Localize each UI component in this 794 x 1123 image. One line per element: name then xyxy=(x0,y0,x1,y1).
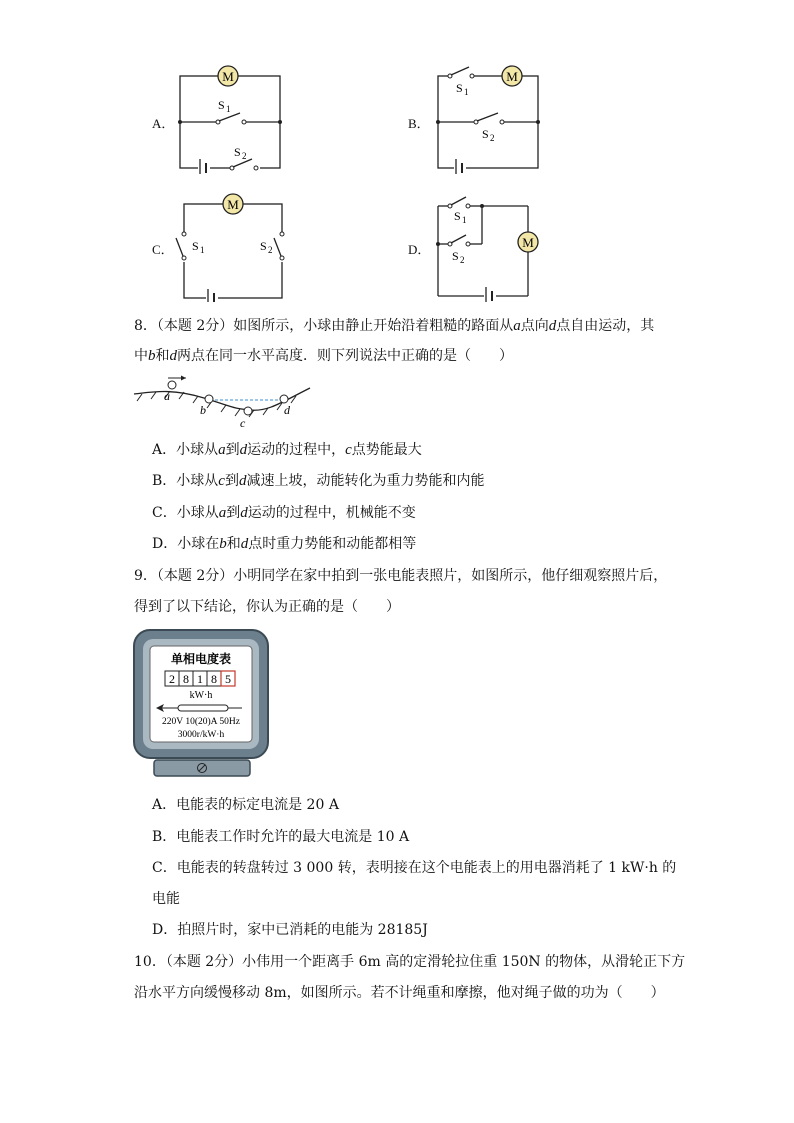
meter-digit: 2 xyxy=(169,672,175,686)
motor-label: M xyxy=(222,69,234,84)
point-a-label: a xyxy=(164,389,170,403)
switch-s2-sub: 2 xyxy=(242,151,247,161)
point-b-label: b xyxy=(200,403,206,417)
q9-option-d[interactable]: D．拍照片时，家中已消耗的电能为 28185J xyxy=(152,922,428,938)
option-d-label: D． xyxy=(408,242,431,257)
switch-s1-icon xyxy=(451,197,466,205)
switch-terminal-icon xyxy=(242,120,246,124)
q9-option-c-line1[interactable]: C．电能表的转盘转过 3 000 转，表明接在这个电能表上的用电器消耗了 1 kW·h 的 xyxy=(152,860,677,876)
q9-stem-line2: 得到了以下结论，你认为正确的是（ ） xyxy=(134,599,400,615)
meter-unit: kW·h xyxy=(189,690,213,701)
switch-s1-label: S xyxy=(192,239,199,253)
switch-s2-sub: 2 xyxy=(490,133,495,143)
point-c-label: c xyxy=(240,416,246,430)
q8-option-c[interactable]: C．小球从a到d运动的过程中，机械能不变 xyxy=(152,505,416,521)
ball-a-icon xyxy=(168,381,176,389)
motor-label: M xyxy=(227,197,239,212)
switch-s2-icon xyxy=(451,235,466,243)
meter-digit: 8 xyxy=(211,672,217,686)
q10-stem-line1: 10．（本题 2分）小伟用一个距离手 6m 高的定滑轮拉住重 150N 的物体，从滑轮正下方 xyxy=(134,954,686,970)
switch-s2-sub: 2 xyxy=(460,255,465,265)
q8-option-b[interactable]: B．小球从c到d减速上坡，动能转化为重力势能和内能 xyxy=(152,473,485,489)
switch-s2-label: S xyxy=(260,239,267,253)
meter-digit: 8 xyxy=(183,672,189,686)
switch-s1-label: S xyxy=(456,81,463,95)
switch-s1-sub: 1 xyxy=(200,245,205,255)
q9-option-a[interactable]: A．电能表的标定电流是 20 A xyxy=(152,797,339,813)
q9-option-c-line2[interactable]: 电能 xyxy=(152,891,180,907)
switch-s1-label: S xyxy=(218,98,225,112)
motor-label: M xyxy=(506,69,518,84)
q8-option-a[interactable]: A．小球从a到d运动的过程中，c点势能最大 xyxy=(152,442,422,458)
ball-c-icon xyxy=(244,407,252,415)
switch-s2-label: S xyxy=(234,145,241,159)
switch-s1-sub: 1 xyxy=(464,87,469,97)
switch-s2-sub: 2 xyxy=(268,245,273,255)
circuit-diagram-c xyxy=(172,190,292,302)
switch-s2-label: S xyxy=(482,127,489,141)
meter-digit: 5 xyxy=(225,672,231,686)
option-b-label: B． xyxy=(408,116,430,131)
circuit-diagram-d xyxy=(428,190,558,302)
q8-stem-line1: 8．（本题 2分）如图所示，小球由静止开始沿着粗糙的路面从a点向d点自由运动，其 xyxy=(134,318,655,334)
switch-s2-label: S xyxy=(452,249,459,263)
electric-meter-figure xyxy=(132,628,272,780)
meter-digit: 1 xyxy=(197,672,203,686)
point-d-label: d xyxy=(284,403,290,417)
switch-s1-label: S xyxy=(454,209,461,223)
q9-option-b[interactable]: B．电能表工作时允许的最大电流是 10 A xyxy=(152,829,410,845)
q9-stem-line1: 9．（本题 2分）小明同学在家中拍到一张电能表照片，如图所示，他仔细观察照片后， xyxy=(134,568,668,584)
rotating-disc-icon xyxy=(178,705,228,711)
switch-s1-sub: 1 xyxy=(462,215,467,225)
switch-s1-sub: 1 xyxy=(226,104,231,114)
circuit-diagram-b xyxy=(428,62,548,174)
option-c-label: C． xyxy=(152,242,174,257)
circuit-diagram-a xyxy=(170,62,290,174)
q8-option-d[interactable]: D．小球在b和d点时重力势能和动能都相等 xyxy=(152,536,417,552)
option-a-label: A． xyxy=(152,116,175,131)
arrow-right-icon xyxy=(181,376,186,381)
motor-label: M xyxy=(522,235,534,250)
meter-title: 单相电度表 xyxy=(170,652,232,666)
q8-slope-figure xyxy=(132,374,316,430)
meter-spec-2: 3000r/kW·h xyxy=(177,730,225,740)
q8-stem-line2: 中b和d两点在同一水平高度．则下列说法中正确的是（ ） xyxy=(134,348,513,364)
q10-stem-line2: 沿水平方向缓慢移动 8m，如图所示。若不计绳重和摩擦，他对绳子做的功为（ ） xyxy=(134,985,665,1001)
ball-d-icon xyxy=(280,395,288,403)
meter-spec-1: 220V 10(20)A 50Hz xyxy=(162,717,240,727)
ball-b-icon xyxy=(205,395,213,403)
